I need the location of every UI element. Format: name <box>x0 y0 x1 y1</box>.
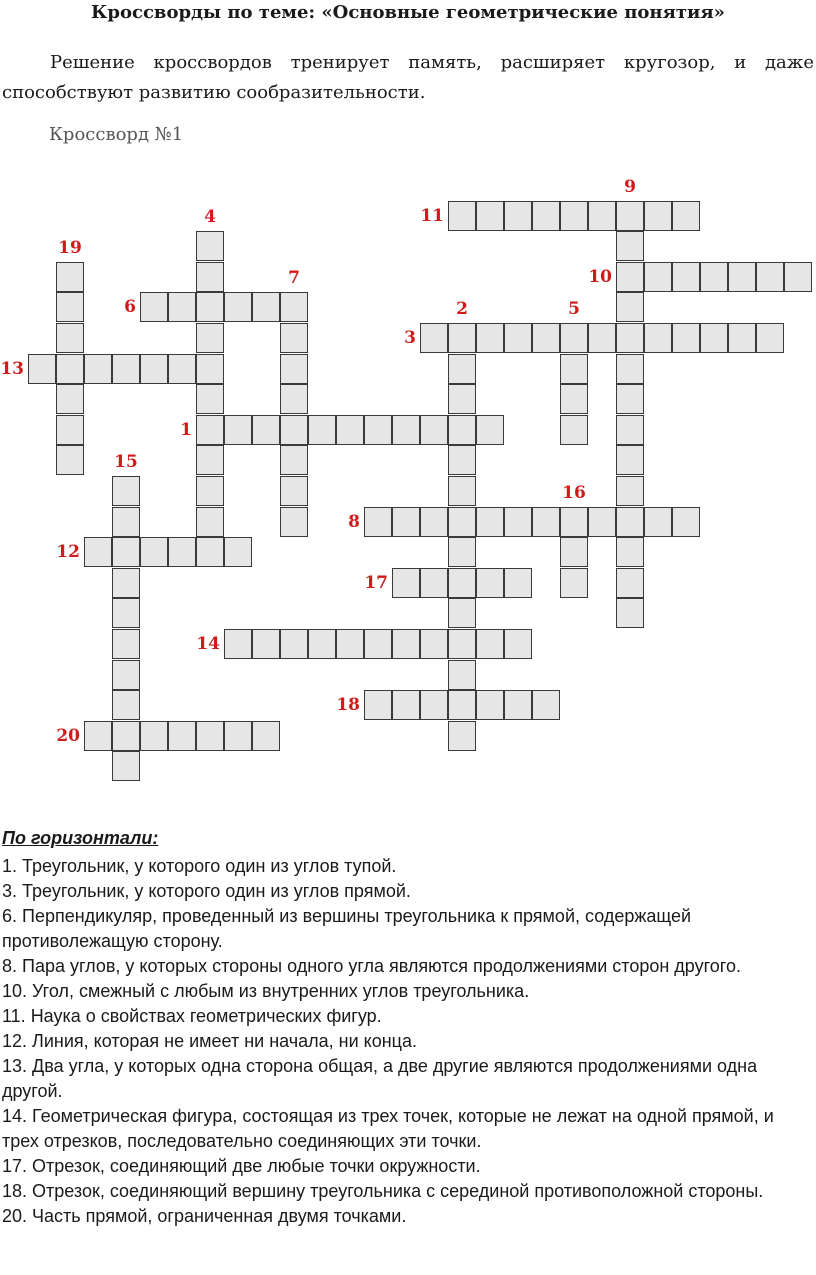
crossword-cell[interactable] <box>252 721 280 751</box>
crossword-cell[interactable] <box>112 354 140 384</box>
crossword-cell[interactable] <box>84 354 112 384</box>
crossword-cell[interactable] <box>252 629 280 659</box>
crossword-cell[interactable] <box>196 537 224 567</box>
crossword-cell[interactable] <box>448 537 476 567</box>
crossword-cell[interactable] <box>616 323 644 353</box>
crossword-cell[interactable] <box>392 507 420 537</box>
crossword-cell[interactable] <box>504 568 532 598</box>
crossword-cell[interactable] <box>112 507 140 537</box>
crossword-cell[interactable] <box>616 476 644 506</box>
crossword-cell[interactable] <box>112 537 140 567</box>
crossword-cell[interactable] <box>112 660 140 690</box>
clue-number-2: 2 <box>456 299 468 319</box>
crossword-cell[interactable] <box>616 568 644 598</box>
crossword-cell[interactable] <box>420 629 448 659</box>
clue-across-10: 10. Угол, смежный с любым из внутренних углов треугольника. <box>2 981 530 1001</box>
crossword-cell[interactable] <box>392 415 420 445</box>
clue-across-18: 18. Отрезок, соединяющий вершину треугольника с серединой противоположной стороны. <box>2 1181 764 1201</box>
clues-section <box>2 826 814 1229</box>
crossword-cell[interactable] <box>364 690 392 720</box>
crossword-cell[interactable] <box>140 354 168 384</box>
crossword-cell[interactable] <box>616 384 644 414</box>
crossword-cell[interactable] <box>280 415 308 445</box>
crossword-cell[interactable] <box>448 721 476 751</box>
crossword-cell[interactable] <box>280 323 308 353</box>
crossword-cell[interactable] <box>196 507 224 537</box>
crossword-cell[interactable] <box>560 323 588 353</box>
crossword-cell[interactable] <box>644 323 672 353</box>
crossword-cell[interactable] <box>280 384 308 414</box>
crossword-cell[interactable] <box>280 445 308 475</box>
crossword-cell[interactable] <box>364 507 392 537</box>
crossword-cell[interactable] <box>448 354 476 384</box>
crossword-cell[interactable] <box>476 201 504 231</box>
crossword-cell[interactable] <box>280 354 308 384</box>
crossword-cell[interactable] <box>196 354 224 384</box>
intro-paragraph: Решение кроссвордов тренирует память, расширяет кругозор, и даже способствуют развитию сообразительности. <box>2 52 814 103</box>
crossword-subtitle: Кроссворд №1 <box>49 124 184 145</box>
clue-across-1: 1. Треугольник, у которого один из углов тупой. <box>2 856 397 876</box>
crossword-cell[interactable] <box>476 629 504 659</box>
crossword-cell[interactable] <box>504 690 532 720</box>
crossword-cell[interactable] <box>392 690 420 720</box>
crossword-cell[interactable] <box>728 323 756 353</box>
clue-number-19: 19 <box>58 237 82 258</box>
clue-across-14: 14. Геометрическая фигура, состоящая из трех точек, которые не лежат на одной прямой, и трех отрезков, последовательно соединяющих эти точки. <box>2 1106 774 1151</box>
crossword-cell[interactable] <box>644 201 672 231</box>
crossword-cell[interactable] <box>336 415 364 445</box>
crossword-cell[interactable] <box>504 507 532 537</box>
crossword-cell[interactable] <box>280 629 308 659</box>
crossword-cell[interactable] <box>140 721 168 751</box>
clue-number-15: 15 <box>114 452 138 472</box>
crossword-cell[interactable] <box>560 537 588 567</box>
clue-across-3: 3. Треугольник, у которого один из углов прямой. <box>2 881 411 901</box>
crossword-cell[interactable] <box>560 415 588 445</box>
clue-across-6: 6. Перпендикуляр, проведенный из вершины треугольника к прямой, содержащей противолежащую сторону. <box>2 906 692 951</box>
crossword-cell[interactable] <box>56 262 84 292</box>
crossword-cell[interactable] <box>420 415 448 445</box>
crossword-cell[interactable] <box>588 323 616 353</box>
clue-number-10: 10 <box>588 266 612 287</box>
crossword-cell[interactable] <box>392 568 420 598</box>
crossword-cell[interactable] <box>644 262 672 292</box>
crossword-cell[interactable] <box>112 721 140 751</box>
clue-number-12: 12 <box>56 542 80 563</box>
crossword-cell[interactable] <box>420 690 448 720</box>
clue-number-14: 14 <box>196 634 220 654</box>
clue-across-12: 12. Линия, которая не имеет ни начала, ни конца. <box>2 1031 418 1051</box>
crossword-cell[interactable] <box>448 445 476 475</box>
clue-number-8: 8 <box>348 511 360 532</box>
crossword-cell[interactable] <box>224 415 252 445</box>
crossword-cell[interactable] <box>616 445 644 475</box>
clue-number-13: 13 <box>0 358 24 379</box>
crossword-cell[interactable] <box>616 415 644 445</box>
crossword-cell[interactable] <box>616 537 644 567</box>
crossword-grid <box>0 170 816 790</box>
clue-across-13: 13. Два угла, у которых одна сторона общая, а две другие являются продолжениями одна другой. <box>2 1056 758 1101</box>
crossword-cell[interactable] <box>532 690 560 720</box>
crossword-cell[interactable] <box>560 507 588 537</box>
clue-across-8: 8. Пара углов, у которых стороны одного угла являются продолжениями сторон другого. <box>2 956 741 976</box>
crossword-cell[interactable] <box>448 476 476 506</box>
crossword-cell[interactable] <box>448 384 476 414</box>
crossword-cell[interactable] <box>532 201 560 231</box>
crossword-cell[interactable] <box>448 568 476 598</box>
clue-number-4: 4 <box>204 207 216 228</box>
crossword-cell[interactable] <box>616 262 644 292</box>
clue-number-7: 7 <box>288 268 300 289</box>
clue-across-11: 11. Наука о свойствах геометрических фигур. <box>2 1006 382 1026</box>
crossword-cell[interactable] <box>280 476 308 506</box>
crossword-cell[interactable] <box>448 201 476 231</box>
crossword-cell[interactable] <box>224 292 252 322</box>
crossword-cell[interactable] <box>196 323 224 353</box>
crossword-cell[interactable] <box>672 262 700 292</box>
crossword-cell[interactable] <box>364 629 392 659</box>
crossword-cell[interactable] <box>448 507 476 537</box>
crossword-cell[interactable] <box>448 660 476 690</box>
crossword-cell[interactable] <box>168 354 196 384</box>
crossword-cell[interactable] <box>364 415 392 445</box>
crossword-cell[interactable] <box>84 537 112 567</box>
crossword-cell[interactable] <box>588 507 616 537</box>
crossword-cell[interactable] <box>420 507 448 537</box>
crossword-cell[interactable] <box>56 445 84 475</box>
crossword-cell[interactable] <box>644 507 672 537</box>
crossword-cell[interactable] <box>112 751 140 781</box>
crossword-cell[interactable] <box>196 721 224 751</box>
crossword-cell[interactable] <box>616 354 644 384</box>
crossword-cell[interactable] <box>700 262 728 292</box>
crossword-cell[interactable] <box>112 568 140 598</box>
crossword-cell[interactable] <box>672 507 700 537</box>
crossword-cell[interactable] <box>476 690 504 720</box>
crossword-cell[interactable] <box>56 354 84 384</box>
crossword-cell[interactable] <box>140 292 168 322</box>
clue-number-18: 18 <box>336 695 360 716</box>
crossword-cell[interactable] <box>84 721 112 751</box>
crossword-cell[interactable] <box>672 323 700 353</box>
crossword-cell[interactable] <box>616 292 644 322</box>
crossword-cell[interactable] <box>532 323 560 353</box>
crossword-cell[interactable] <box>728 262 756 292</box>
crossword-cell[interactable] <box>476 323 504 353</box>
crossword-cell[interactable] <box>280 507 308 537</box>
crossword-cell[interactable] <box>448 629 476 659</box>
crossword-cell[interactable] <box>616 507 644 537</box>
crossword-cell[interactable] <box>196 445 224 475</box>
crossword-cell[interactable] <box>196 476 224 506</box>
crossword-cell[interactable] <box>196 415 224 445</box>
crossword-cell[interactable] <box>168 537 196 567</box>
crossword-cell[interactable] <box>504 323 532 353</box>
crossword-cell[interactable] <box>140 537 168 567</box>
crossword-cell[interactable] <box>112 476 140 506</box>
crossword-cell[interactable] <box>112 598 140 628</box>
crossword-cell[interactable] <box>252 292 280 322</box>
crossword-cell[interactable] <box>476 415 504 445</box>
clue-number-16: 16 <box>562 482 586 503</box>
crossword-cell[interactable] <box>476 568 504 598</box>
clue-number-3: 3 <box>404 328 416 348</box>
crossword-cell[interactable] <box>196 292 224 322</box>
crossword-cell[interactable] <box>112 629 140 659</box>
crossword-cell[interactable] <box>420 568 448 598</box>
clue-number-9: 9 <box>624 176 636 197</box>
crossword-cell[interactable] <box>420 323 448 353</box>
crossword-cell[interactable] <box>448 598 476 628</box>
crossword-cell[interactable] <box>308 629 336 659</box>
crossword-cell[interactable] <box>56 384 84 414</box>
crossword-cell[interactable] <box>560 201 588 231</box>
crossword-cell[interactable] <box>448 690 476 720</box>
crossword-cell[interactable] <box>336 629 364 659</box>
crossword-cell[interactable] <box>560 384 588 414</box>
crossword-cell[interactable] <box>476 507 504 537</box>
clues-heading: По горизонтали: <box>2 828 159 848</box>
crossword-cell[interactable] <box>224 537 252 567</box>
crossword-cell[interactable] <box>308 415 336 445</box>
crossword-cell[interactable] <box>28 354 56 384</box>
crossword-cell[interactable] <box>560 568 588 598</box>
clue-number-20: 20 <box>56 725 80 746</box>
crossword-cell[interactable] <box>588 201 616 231</box>
crossword-cell[interactable] <box>56 292 84 322</box>
crossword-cell[interactable] <box>672 201 700 231</box>
crossword-cell[interactable] <box>196 262 224 292</box>
clue-number-1: 1 <box>180 419 192 440</box>
crossword-cell[interactable] <box>112 690 140 720</box>
crossword-cell[interactable] <box>392 629 420 659</box>
crossword-cell[interactable] <box>756 323 784 353</box>
crossword-cell[interactable] <box>168 721 196 751</box>
clue-number-11: 11 <box>420 205 444 226</box>
crossword-cell[interactable] <box>280 292 308 322</box>
crossword-cell[interactable] <box>196 384 224 414</box>
page-title: Кроссворды по теме: «Основные геометрические понятия» <box>91 2 725 23</box>
crossword-cell[interactable] <box>616 201 644 231</box>
crossword-cell[interactable] <box>56 323 84 353</box>
crossword-cell[interactable] <box>616 598 644 628</box>
crossword-cell[interactable] <box>504 629 532 659</box>
crossword-cell[interactable] <box>448 323 476 353</box>
crossword-cell[interactable] <box>252 415 280 445</box>
crossword-cell[interactable] <box>756 262 784 292</box>
clue-across-20: 20. Часть прямой, ограниченная двумя точками. <box>2 1206 407 1226</box>
crossword-cell[interactable] <box>504 201 532 231</box>
crossword-cell[interactable] <box>560 354 588 384</box>
crossword-cell[interactable] <box>616 231 644 261</box>
crossword-cell[interactable] <box>784 262 812 292</box>
clue-number-6: 6 <box>124 297 136 318</box>
clue-number-5: 5 <box>568 299 580 319</box>
crossword-cell[interactable] <box>56 415 84 445</box>
crossword-cell[interactable] <box>532 507 560 537</box>
crossword-cell[interactable] <box>196 231 224 261</box>
crossword-cell[interactable] <box>168 292 196 322</box>
crossword-cell[interactable] <box>224 721 252 751</box>
crossword-cell[interactable] <box>700 323 728 353</box>
clue-number-17: 17 <box>364 572 388 593</box>
clue-across-17: 17. Отрезок, соединяющий две любые точки окружности. <box>2 1156 481 1176</box>
crossword-cell[interactable] <box>224 629 252 659</box>
crossword-cell[interactable] <box>448 415 476 445</box>
